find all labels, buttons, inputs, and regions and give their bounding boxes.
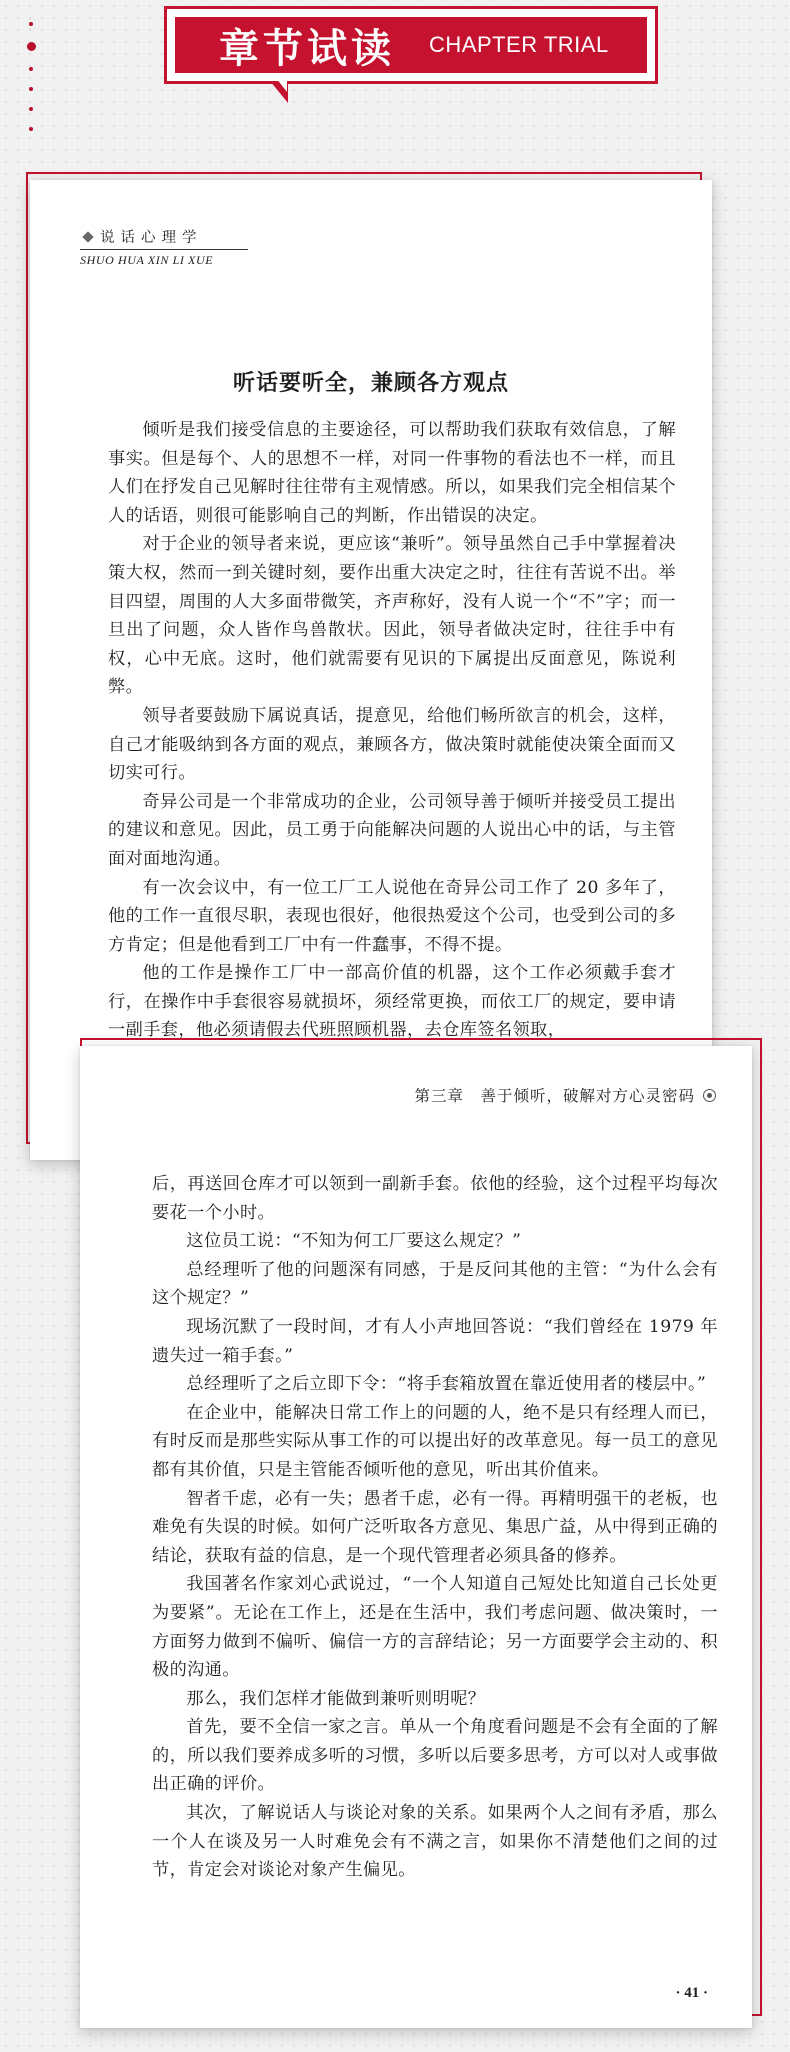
banner-speech-tail: [270, 81, 288, 103]
dot: [29, 67, 33, 71]
dot: [29, 127, 33, 131]
running-head-cn-text: 说话心理学: [100, 230, 203, 246]
dot: [29, 22, 33, 26]
dot: [29, 87, 33, 91]
running-head-en: SHUO HUA XIN LI XUE: [80, 253, 214, 267]
banner-fill: [175, 17, 647, 73]
paragraph: 对于企业的领导者来说，更应该“兼听”。领导虽然自己手中掌握着决策大权，然而一到关键时刻，要作出重大决定之时，往往有苦说不出。举目四望，周围的人大多面带微笑，齐声称好，没有人说一个“不”字；而一旦出了问题，众人皆作鸟兽散状。因此，领导者做决定时，往往手中有权，心中无底。这时，他们就需要有见识的下属提出反面意见，陈说利弊。: [108, 534, 676, 698]
paragraph: 首先，要不全信一家之言。单从一个角度看问题是不会有全面的了解的，所以我们要养成多听的习惯，多听以后要多思考，方可以对人或事做出正确的评价。: [152, 1717, 718, 1795]
chapter-header: [414, 1084, 716, 1106]
running-head-cn: [80, 226, 248, 250]
dot: [27, 42, 36, 51]
book-page-1: [30, 180, 712, 1160]
paragraph: 总经理听了他的问题深有同感，于是反问其他的主管：“为什么会有这个规定？”: [152, 1259, 718, 1309]
paragraph: 其次，了解说话人与谈论对象的关系。如果两个人之间有矛盾，那么一个人在谈及另一人时难免会有不满之言，如果你不清楚他们之间的过节，肯定会对谈论对象产生偏见。: [152, 1803, 718, 1881]
paragraph: 我国著名作家刘心武说过，“一个人知道自己短处比知道自己长处更为要紧”。无论在工作上，还是在生活中，我们考虑问题、做决策时，一方面努力做到不偏听、偏信一方的言辞结论；另一方面要学会主动的、积极的沟通。: [152, 1574, 718, 1681]
page2-body: [152, 1170, 718, 1885]
paragraph: 倾听是我们接受信息的主要途径，可以帮助我们获取有效信息，了解事实。但是每个、人的思想不一样，对同一件事物的看法也不一样，而且人们在抒发自己见解时往往带有主观情感。所以，如果我们完全相信某个人的话语，则很可能影响自己的判断，作出错误的决定。: [108, 420, 676, 526]
chapter-trial-banner: [164, 6, 658, 84]
banner-title-en: CHAPTER TRIAL: [429, 32, 609, 57]
decorative-dots: [26, 22, 36, 147]
paragraph: 这位员工说：“不知为何工厂要这么规定？”: [186, 1231, 522, 1252]
paragraph: 领导者要鼓励下属说真话，提意见，给他们畅所欲言的机会，这样，自己才能吸纳到各方面的观点，兼顾各方，做决策时就能使决策全面而又切实可行。: [108, 705, 676, 784]
paragraph: 总经理听了之后立即下令：“将手套箱放置在靠近使用者的楼层中。”: [186, 1374, 707, 1395]
diamond-icon: [82, 231, 93, 242]
page1-body: [108, 416, 676, 1045]
dot: [29, 107, 33, 111]
paragraph: 有一次会议中，有一位工厂工人说他在奇异公司工作了 20 多年了，他的工作一直很尽职，表现也很好，他很热爱这个公司，也受到公司的多方肯定；但是他看到工厂中有一件蠢事，不得不提。: [108, 877, 676, 955]
paragraph: 后，再送回仓库才可以领到一副新手套。依他的经验，这个过程平均每次要花一个小时。: [152, 1174, 718, 1223]
paragraph: 现场沉默了一段时间，才有人小声地回答说：“我们曾经在 1979 年遗失过一箱手套。”: [152, 1316, 718, 1366]
book-page-2: [80, 1046, 752, 2028]
chapter-header-text: 第三章 善于倾听，破解对方心灵密码: [414, 1087, 695, 1105]
paragraph: 那么，我们怎样才能做到兼听则明呢？: [186, 1688, 486, 1709]
paragraph: 他的工作是操作工厂中一部高价值的机器，这个工作必须戴手套才行，在操作中手套很容易就损坏，须经常更换，而依工厂的规定，要申请一副手套，他必须请假去代班照顾机器，去仓库签名领取，: [108, 963, 676, 1041]
running-head: [80, 226, 248, 268]
paragraph: 在企业中，能解决日常工作上的问题的人，绝不是只有经理人而已，有时反而是那些实际从事工作的可以提出好的改革意见。每一员工的意见都有其价值，只是主管能否倾听他的意见，听出其价值来。: [152, 1402, 718, 1480]
paragraph: 智者千虑，必有一失；愚者千虑，必有一得。再精明强干的老板，也难免有失误的时候。如何广泛听取各方意见、集思广益，从中得到正确的结论，获取有益的信息，是一个现代管理者必须具备的修养。: [152, 1488, 718, 1566]
paragraph: 奇异公司是一个非常成功的企业，公司领导善于倾听并接受员工提出的建议和意见。因此，员工勇于向能解决问题的人说出心中的话，与主管面对面地沟通。: [108, 791, 676, 869]
circle-bullet-icon: [703, 1089, 716, 1102]
section-title: 听话要听全，兼顾各方观点: [232, 370, 509, 396]
banner-title-cn: 章节试读: [219, 25, 395, 72]
page-number: · 41 ·: [675, 1985, 708, 2001]
